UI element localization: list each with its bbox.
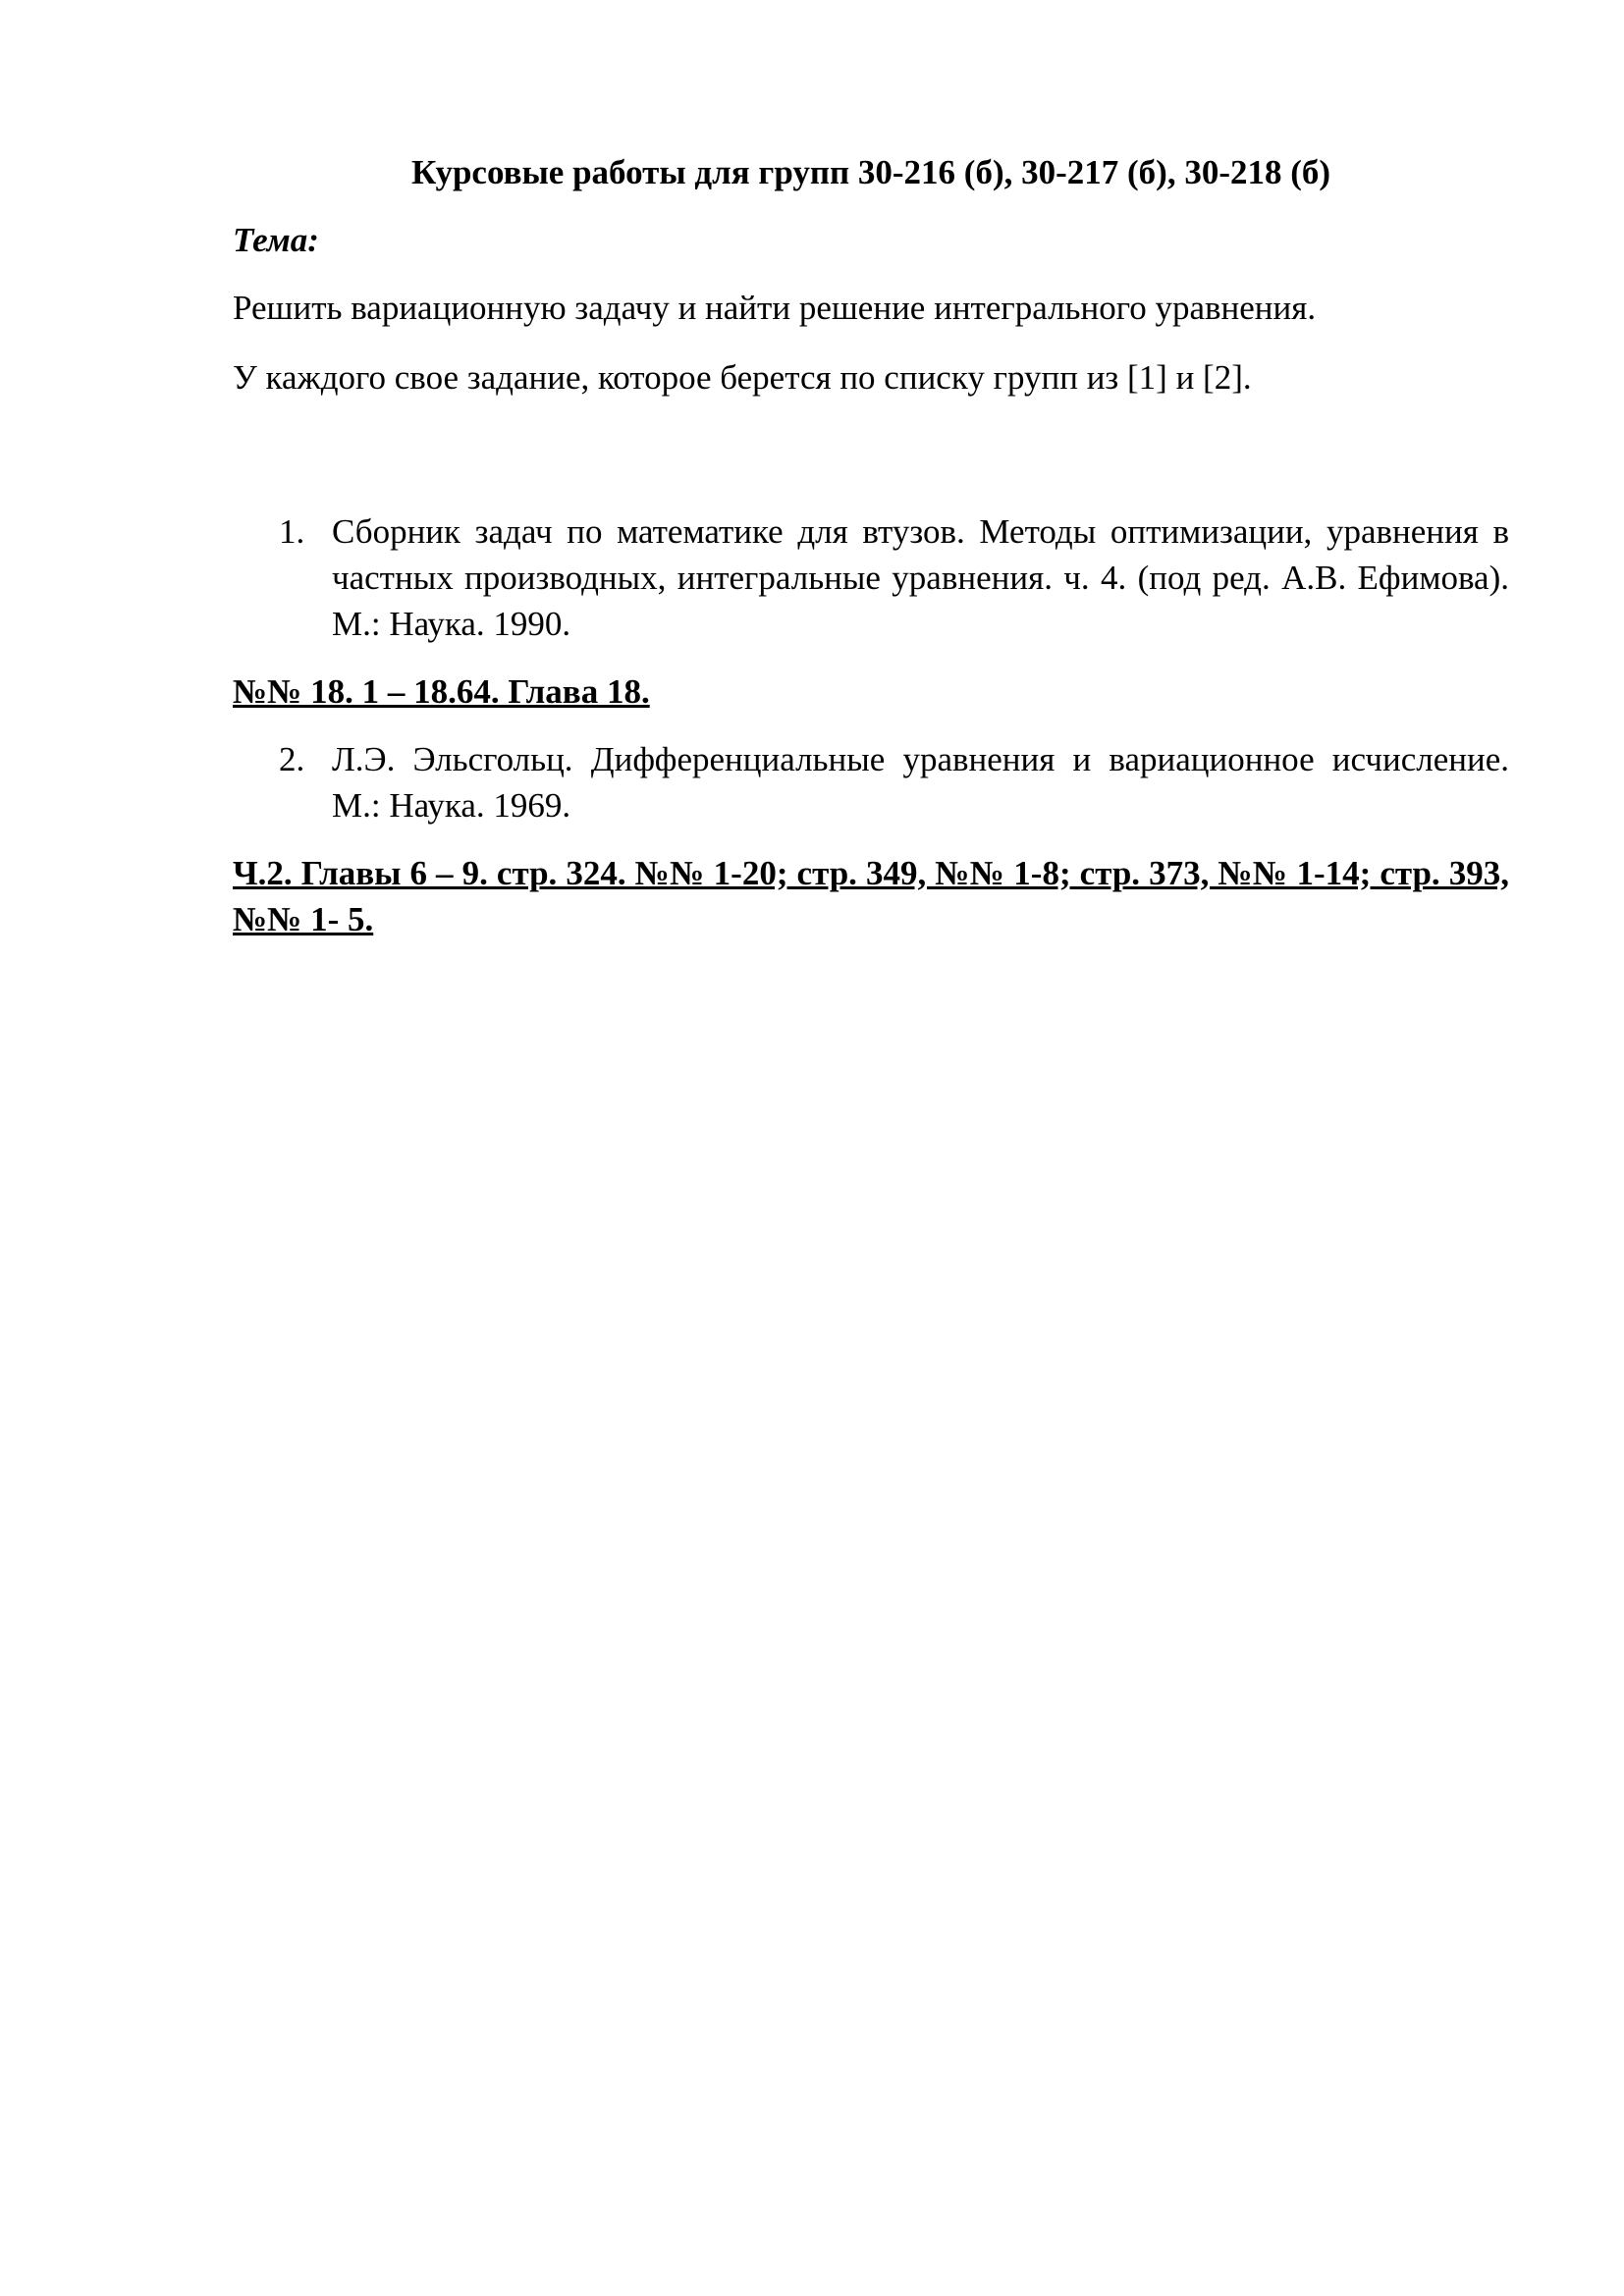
reference-list: [233, 736, 1509, 828]
reference-item: [233, 736, 1509, 828]
task-description: Решить вариационную задачу и найти решение интегрального уравнения.: [233, 289, 1317, 327]
reference-text: Сборник задач по математике для втузов. Методы оптимизации, уравнения в частных производных, интегральные уравнения. ч. 4. (под ред. А.В. Ефимова). М.: Наука. 1990.: [332, 512, 1509, 643]
reference-number: 2.: [279, 740, 305, 778]
reference-number: 1.: [279, 512, 305, 551]
reference-assignment: Ч.2. Главы 6 – 9. стр. 324. №№ 1-20; стр. 349, №№ 1-8; стр. 373, №№ 1-14; стр. 393, №№ 1- 5.: [233, 854, 1509, 938]
reference-assignment: №№ 18. 1 – 18.64. Глава 18.: [233, 672, 650, 711]
reference-list: [233, 508, 1509, 647]
document-title: Курсовые работы для групп 30-216 (б), 30-217 (б), 30-218 (б): [410, 153, 1331, 191]
document-body: [233, 149, 1509, 942]
reference-text: Л.Э. Эльсгольц. Дифференциальные уравнения и вариационное исчисление. М.: Наука. 1969.: [332, 740, 1509, 825]
assignment-note: У каждого свое задание, которое берется по списку групп из [1] и [2].: [233, 358, 1252, 397]
reference-item: [233, 508, 1509, 647]
topic-label: Тема:: [233, 221, 319, 259]
